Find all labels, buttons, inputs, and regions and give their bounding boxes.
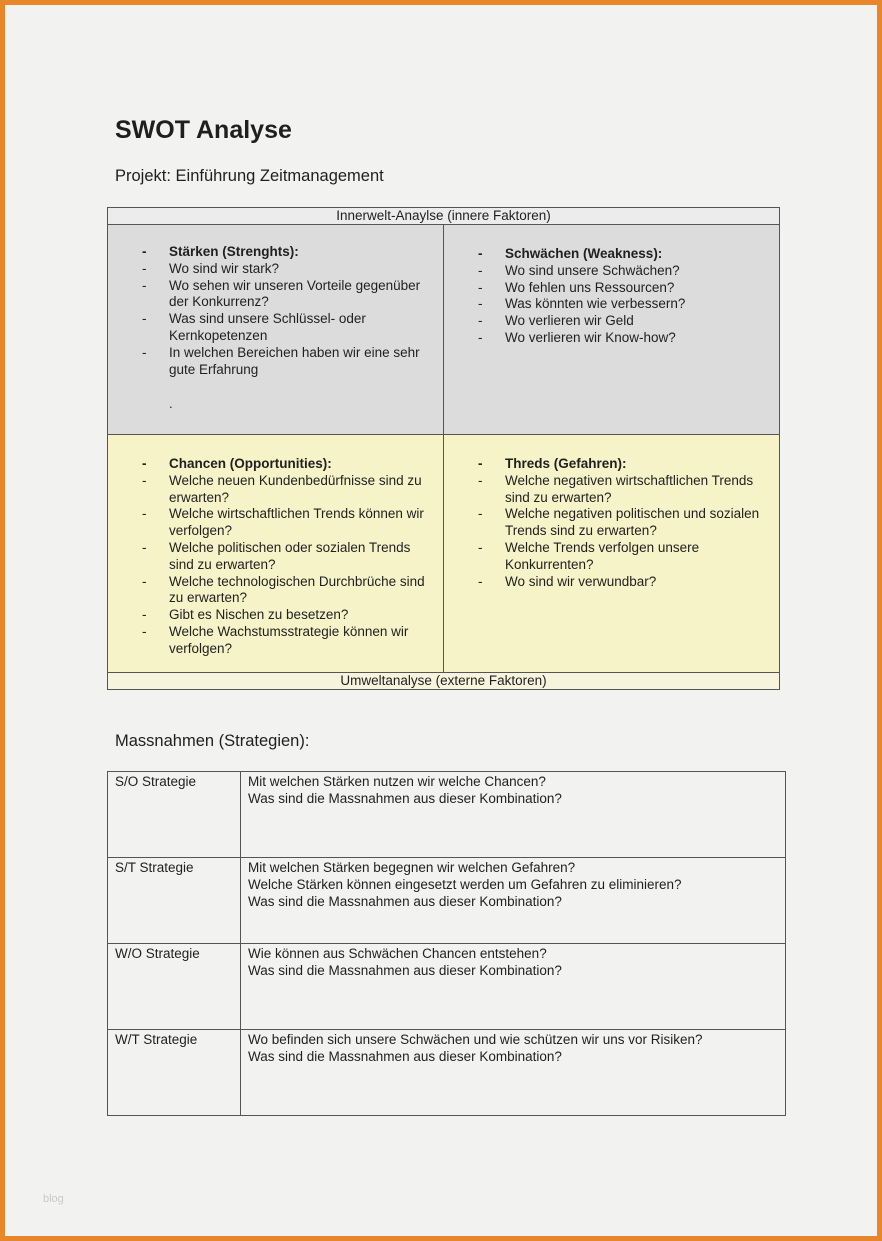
strategy-line: Was sind die Massnahmen aus dieser Kombination? [248, 791, 562, 806]
strategy-description [241, 858, 786, 944]
list-item: - Was sind unsere Schlüssel- oder Kernkopetenzen [142, 311, 432, 345]
swot-matrix [107, 207, 780, 690]
table-row [108, 772, 786, 858]
strategy-description [241, 772, 786, 858]
list-item: - Wo verlieren wir Geld [478, 313, 768, 330]
measures-heading: Massnahmen (Strategien): [115, 732, 310, 750]
strategy-table [107, 771, 786, 1116]
strengths-heading: - Stärken (Strenghts): [142, 244, 432, 261]
opportunities-heading: - Chancen (Opportunities): [142, 456, 432, 473]
list-item: - Welche negativen politischen und sozialen Trends sind zu erwarten? [478, 506, 768, 540]
list-item: - Welche Trends verfolgen unsere Konkurrenten? [478, 540, 768, 574]
strategy-line: Welche Stärken können eingesetzt werden um Gefahren zu eliminieren? [248, 877, 682, 892]
strategy-label: W/O Strategie [108, 944, 241, 1030]
list-item: - Wo sind unsere Schwächen? [478, 263, 768, 280]
list-item: - In welchen Bereichen haben wir eine sehr gute Erfahrung [142, 345, 432, 379]
threats-cell [444, 434, 779, 672]
strategy-description [241, 944, 786, 1030]
strategy-line: Was sind die Massnahmen aus dieser Kombination? [248, 894, 562, 909]
external-analysis-label: Umweltanalyse (externe Faktoren) [108, 672, 779, 689]
page-title: SWOT Analyse [115, 116, 292, 144]
table-row [108, 944, 786, 1030]
watermark: blog [43, 1193, 64, 1205]
strategy-line: Wo befinden sich unsere Schwächen und wie schützen wir uns vor Risiken? [248, 1032, 703, 1047]
list-item: - Welche politischen oder sozialen Trends sind zu erwarten? [142, 540, 432, 574]
list-item: - Welche technologischen Durchbrüche sind zu erwarten? [142, 574, 432, 608]
project-subtitle: Projekt: Einführung Zeitmanagement [115, 167, 384, 185]
threats-heading: - Threds (Gefahren): [478, 456, 768, 473]
strategy-line: Mit welchen Stärken nutzen wir welche Chancen? [248, 774, 546, 789]
table-row [108, 1030, 786, 1116]
list-item: - Welche negativen wirtschaftlichen Trends sind zu erwarten? [478, 473, 768, 507]
list-item: - Wo sind wir verwundbar? [478, 574, 768, 591]
strategy-line: Wie können aus Schwächen Chancen entstehen? [248, 946, 547, 961]
strategy-line: Was sind die Massnahmen aus dieser Kombination? [248, 963, 562, 978]
strategy-label: W/T Strategie [108, 1030, 241, 1116]
table-row [108, 858, 786, 944]
strengths-cell [108, 225, 444, 434]
strategy-label: S/T Strategie [108, 858, 241, 944]
weaknesses-cell [444, 225, 779, 434]
list-item: - Welche Wachstumsstrategie können wir verfolgen? [142, 624, 432, 658]
trailing-dot: . [169, 396, 173, 411]
list-item: - Welche wirtschaftlichen Trends können wir verfolgen? [142, 506, 432, 540]
list-item: - Wo fehlen uns Ressourcen? [478, 280, 768, 297]
list-item: - Welche neuen Kundenbedürfnisse sind zu erwarten? [142, 473, 432, 507]
weaknesses-heading: - Schwächen (Weakness): [478, 246, 768, 263]
list-item: - Wo sind wir stark? [142, 261, 432, 278]
list-item: - Gibt es Nischen zu besetzen? [142, 607, 432, 624]
list-item: - Was könnten wie verbessern? [478, 296, 768, 313]
strategy-line: Mit welchen Stärken begegnen wir welchen Gefahren? [248, 860, 576, 875]
list-item: - Wo sehen wir unseren Vorteile gegenüber der Konkurrenz? [142, 278, 432, 312]
strategy-line: Was sind die Massnahmen aus dieser Kombination? [248, 1049, 562, 1064]
strategy-description [241, 1030, 786, 1116]
internal-analysis-label: Innerwelt-Anaylse (innere Faktoren) [108, 208, 779, 225]
opportunities-cell [108, 434, 444, 672]
list-item: - Wo verlieren wir Know-how? [478, 330, 768, 347]
strategy-label: S/O Strategie [108, 772, 241, 858]
